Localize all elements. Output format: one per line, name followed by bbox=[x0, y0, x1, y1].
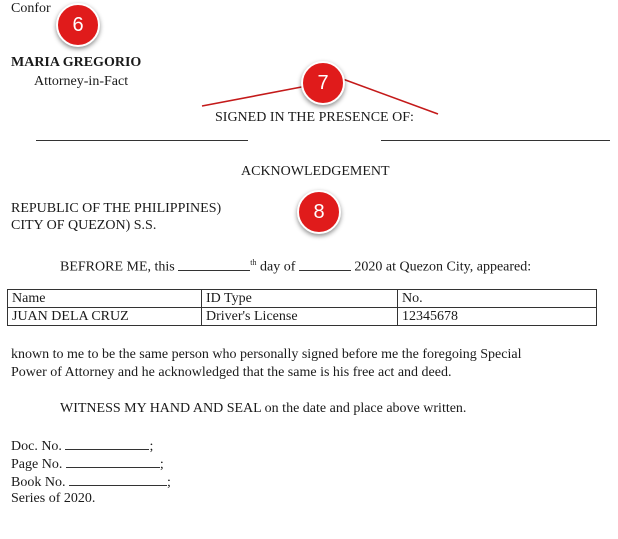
step-marker-7: 7 bbox=[301, 61, 345, 105]
witness-signature-line-left bbox=[36, 140, 248, 141]
page-no-semicolon: ; bbox=[159, 457, 164, 472]
known-text-line-1: known to me to be the same person who personally signed before me the foregoing Special bbox=[11, 347, 522, 362]
doc-no-blank bbox=[65, 437, 149, 450]
step-marker-8: 8 bbox=[297, 190, 341, 234]
series-line: Series of 2020. bbox=[11, 491, 96, 506]
witness-hand-seal: WITNESS MY HAND AND SEAL on the date and place above written. bbox=[60, 401, 467, 416]
year-place: 2020 at Quezon City, appeared: bbox=[354, 259, 532, 275]
book-no-semicolon: ; bbox=[166, 475, 171, 490]
table-cell-id-type: Driver's License bbox=[202, 308, 398, 326]
conforme-label: Confor bbox=[11, 1, 51, 16]
callout-line-left bbox=[202, 85, 312, 106]
book-no-label: Book No. bbox=[11, 475, 66, 490]
known-text-line-2: Power of Attorney and he acknowledged that the same is his free act and deed. bbox=[11, 365, 452, 380]
venue-line-1: REPUBLIC OF THE PHILIPPINES) bbox=[11, 201, 222, 216]
callout-line-right bbox=[340, 78, 438, 114]
book-no-blank bbox=[69, 473, 167, 486]
day-suffix: th bbox=[250, 258, 257, 267]
table-header-cell: No. bbox=[398, 290, 597, 308]
day-blank bbox=[178, 258, 250, 271]
before-me-line bbox=[60, 255, 531, 276]
venue-line-2: CITY OF QUEZON) S.S. bbox=[11, 218, 157, 233]
table-header-cell: ID Type bbox=[202, 290, 398, 308]
table-row bbox=[8, 308, 597, 326]
agent-name: MARIA GREGORIO bbox=[11, 55, 142, 70]
page-no-blank bbox=[66, 455, 160, 468]
agent-title: Attorney-in-Fact bbox=[34, 74, 129, 89]
doc-no-line bbox=[11, 437, 153, 455]
table-cell-name: JUAN DELA CRUZ bbox=[8, 308, 202, 326]
book-no-line bbox=[11, 473, 171, 491]
acknowledgement-title: ACKNOWLEDGEMENT bbox=[241, 164, 390, 179]
day-word: day of bbox=[259, 259, 296, 275]
before-me-prefix: BEFRORE ME, this bbox=[60, 259, 175, 275]
table-header-row bbox=[8, 290, 597, 308]
doc-no-semicolon: ; bbox=[149, 439, 154, 454]
id-table bbox=[7, 289, 597, 326]
page-no-line bbox=[11, 455, 164, 473]
month-blank bbox=[299, 258, 351, 271]
table-cell-id-number: 12345678 bbox=[398, 308, 597, 326]
doc-no-label: Doc. No. bbox=[11, 439, 62, 454]
page-no-label: Page No. bbox=[11, 457, 63, 472]
signed-in-presence-heading: SIGNED IN THE PRESENCE OF: bbox=[215, 110, 414, 125]
step-marker-6: 6 bbox=[56, 3, 100, 47]
witness-signature-line-right bbox=[381, 140, 610, 141]
table-header-cell: Name bbox=[8, 290, 202, 308]
